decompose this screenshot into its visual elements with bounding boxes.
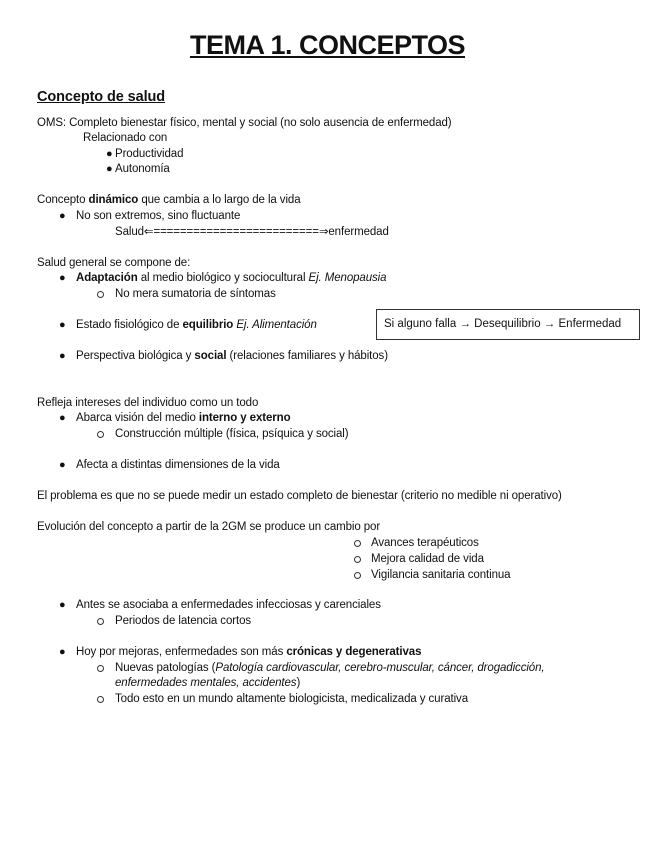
bullet-dot-icon: ● — [59, 459, 66, 471]
bullet-circle-icon — [354, 556, 361, 563]
page-title: TEMA 1. CONCEPTOS — [189, 30, 466, 60]
hoy-sub-patologias: Nuevas patologías (Patología cardiovascular, cerebro-muscular, cáncer, drogadicción, — [115, 662, 545, 674]
antes-sub: Periodos de latencia cortos — [115, 615, 252, 627]
fluctuante-bullet: No son extremos, sino fluctuante — [76, 210, 241, 222]
evolucion-intro: Evolución del concepto a partir de la 2GM se produce un cambio por — [37, 521, 381, 533]
perspectiva-bullet: Perspectiva biológica y social (relaciones familiares y hábitos) — [76, 350, 388, 362]
bullet-circle-icon — [97, 618, 104, 625]
vision-sub: Construcción múltiple (física, psíquica y social) — [115, 428, 349, 440]
dinamico-line: Concepto dinámico que cambia a lo largo de la vida — [37, 194, 301, 206]
bullet-dot-icon: ● — [59, 350, 66, 362]
bullet-circle-icon — [354, 572, 361, 579]
vision-bullet: Abarca visión del medio interno y externo — [76, 412, 291, 424]
problema-line: El problema es que no se puede medir un estado completo de bienestar (criterio no medible ni operativo) — [37, 490, 562, 502]
bullet-dot-icon: ● — [59, 599, 66, 611]
evolucion-item: Mejora calidad de vida — [371, 553, 484, 565]
bullet-circle-icon — [97, 665, 104, 672]
bullet-circle-icon — [97, 291, 104, 298]
bullet-dot-icon: ● — [59, 272, 66, 284]
salud-enfermedad-scale: Salud⇐=========================⇒enfermedad — [115, 226, 389, 238]
hoy-sub-patologias-cont: enfermedades mentales, accidentes) — [115, 677, 301, 689]
bullet-dot-icon: ● — [59, 210, 66, 222]
oms-item-productividad: Productividad — [115, 148, 184, 160]
refleja-intro: Refleja intereses del individuo como un todo — [37, 397, 259, 409]
bullet-circle-icon — [97, 431, 104, 438]
bullet-dot-icon: ● — [59, 412, 66, 424]
bullet-circle-icon — [97, 696, 104, 703]
evolucion-item: Vigilancia sanitaria continua — [371, 569, 511, 581]
hoy-bullet: Hoy por mejoras, enfermedades son más crónicas y degenerativas — [76, 646, 422, 658]
oms-item-autonomia: Autonomía — [115, 163, 170, 175]
oms-line: OMS: Completo bienestar físico, mental y social (no solo ausencia de enfermedad) — [37, 117, 452, 129]
bullet-dot-icon: ● — [59, 319, 66, 331]
section-heading: Concepto de salud — [37, 89, 166, 105]
antes-bullet: Antes se asociaba a enfermedades infecciosas y carenciales — [76, 599, 381, 611]
adaptacion-bullet: Adaptación al medio biológico y sociocultural Ej. Menopausia — [76, 272, 387, 284]
bullet-dot-icon: ● — [106, 148, 113, 160]
evolucion-item: Avances terapéuticos — [371, 537, 479, 549]
equilibrio-bullet: Estado fisiológico de equilibrio Ej. Alimentación — [76, 319, 317, 331]
general-intro: Salud general se compone de: — [37, 257, 191, 269]
hoy-sub-biologicista: Todo esto en un mundo altamente biologicista, medicalizada y curativa — [115, 693, 469, 705]
bullet-dot-icon: ● — [106, 163, 113, 175]
bullet-circle-icon — [354, 540, 361, 547]
bullet-dot-icon: ● — [59, 646, 66, 658]
desequilibrio-box: Si alguno falla → Desequilibrio → Enfermedad — [376, 309, 640, 340]
related-label: Relacionado con — [83, 132, 168, 144]
adaptacion-sub: No mera sumatoria de síntomas — [115, 288, 276, 300]
afecta-bullet: Afecta a distintas dimensiones de la vida — [76, 459, 280, 471]
